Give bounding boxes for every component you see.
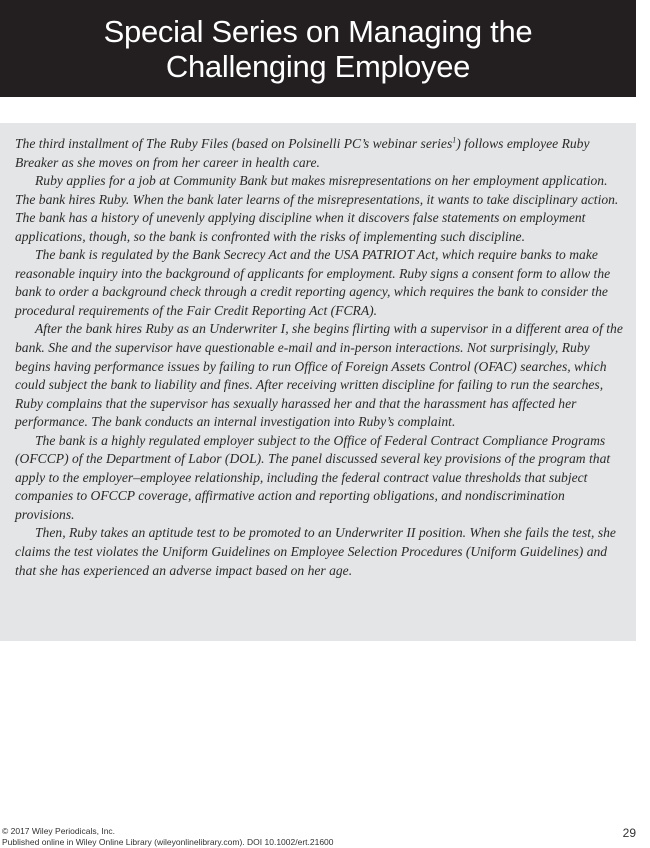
paragraph-application: Ruby applies for a job at Community Bank but makes misrepresentations on her employment application. The bank hires Ruby. When the bank later learns of the misrepresentations, it wants to take disciplinary action. The bank has a history of unevenly applying discipline when it discovers false statements on employment applications, though, so the bank is confronted with the risks of implementing such discipline. bbox=[15, 173, 619, 244]
paragraph-ofccp: The bank is a highly regulated employer subject to the Office of Federal Contract Compliance Programs (OFCCP) of the Department of Labor (DOL). The panel discussed several key provisions of the program that apply to the employer–employee relationship, including the federal contract value thresholds that subject companies to OFCCP coverage, affirmative action and reporting obligations, and nondiscrimination provisions. bbox=[15, 432, 611, 522]
paragraph-harassment: After the bank hires Ruby as an Underwriter I, she begins flirting with a supervisor in a different area of the bank. She and the supervisor have questionable e-mail and in-person interactions. Not surprisingly, Ruby begins having performance issues by failing to run Office of Foreign Assets Control (OFAC) searches, which could subject the bank to liability and fines. After receiving written discipline for failing to run the searches, Ruby complains that the supervisor has sexually harassed her and that the harassment has affected her performance. The bank conducts an internal investigation into Ruby’s complaint. bbox=[15, 321, 623, 430]
paragraph-intro: The third installment of The Ruby Files (based on Polsinelli PC’s webinar series$^1$) follows employee Ruby Breaker as she moves on from her career in health care. bbox=[15, 135, 590, 170]
article-body bbox=[15, 135, 625, 580]
page-number: 29 bbox=[622, 826, 636, 840]
publication-line: Published online in Wiley Online Library (wileyonlinelibrary.com). DOI 10.1002/ert.21600 bbox=[2, 837, 334, 847]
paragraph-regulation: The bank is regulated by the Bank Secrecy Act and the USA PATRIOT Act, which require banks to make reasonable inquiry into the background of applicants for employment. Ruby signs a consent form to allow the bank to order a background check through a credit reporting agency, which requires the bank to consider the procedural requirements of the Fair Credit Reporting Act (FCRA). bbox=[15, 247, 611, 318]
series-title: Special Series on Managing the Challenging Employee bbox=[103, 13, 533, 84]
publication-footer bbox=[2, 826, 334, 848]
footnote-marker: 1 bbox=[452, 135, 457, 145]
copyright-line: © 2017 Wiley Periodicals, Inc. bbox=[2, 826, 116, 836]
series-header-banner bbox=[0, 0, 636, 97]
paragraph-aptitude-test: Then, Ruby takes an aptitude test to be promoted to an Underwriter II position. When she fails the test, she claims the test violates the Uniform Guidelines on Employee Selection Procedures (Uniform Guidelines) and that she has experienced an adverse impact based on her age. bbox=[15, 525, 616, 578]
